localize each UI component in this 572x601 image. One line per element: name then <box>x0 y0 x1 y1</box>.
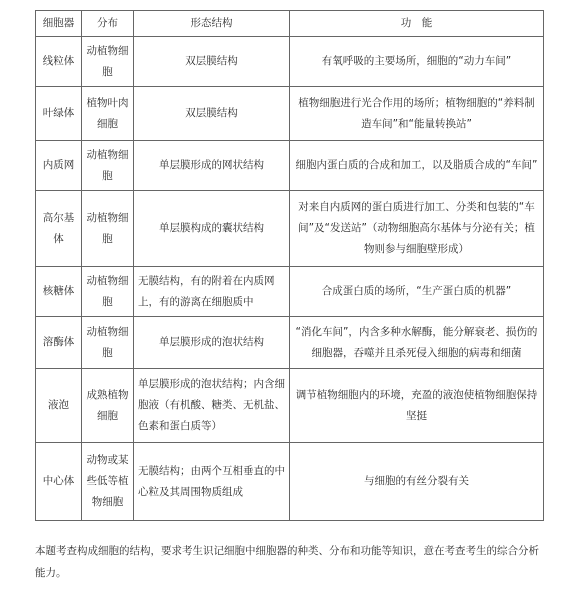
organelle-function: 对来自内质网的蛋白质进行加工、分类和包装的“车间”及“发送站”（动物细胞高尔基体与分泌有关；植物则参与细胞壁形成） <box>290 191 544 267</box>
header-organelle: 细胞器 <box>36 11 82 37</box>
organelle-name: 液泡 <box>36 369 82 443</box>
organelle-function: 与细胞的有丝分裂有关 <box>290 443 544 521</box>
organelle-structure: 无膜结构；由两个互相垂直的中心粒及其周围物质组成 <box>134 443 290 521</box>
organelle-function: 合成蛋白质的场所，“生产蛋白质的机器” <box>290 267 544 317</box>
header-structure: 形态结构 <box>134 11 290 37</box>
table-row <box>36 87 544 141</box>
organelle-name: 线粒体 <box>36 37 82 87</box>
organelle-distribution: 动植物细胞 <box>82 317 134 369</box>
organelle-name: 叶绿体 <box>36 87 82 141</box>
organelle-name: 中心体 <box>36 443 82 521</box>
organelle-function: 细胞内蛋白质的合成和加工，以及脂质合成的“车间” <box>290 141 544 191</box>
organelle-function: 有氧呼吸的主要场所，细胞的“动力车间” <box>290 37 544 87</box>
table-header-row <box>36 11 544 37</box>
header-function: 功 能 <box>290 11 544 37</box>
organelle-distribution: 动植物细胞 <box>82 267 134 317</box>
organelle-name: 高尔基体 <box>36 191 82 267</box>
organelle-distribution: 成熟植物细胞 <box>82 369 134 443</box>
table-row <box>36 37 544 87</box>
organelle-name: 溶酶体 <box>36 317 82 369</box>
table-row <box>36 443 544 521</box>
table-row <box>36 317 544 369</box>
analysis-summary: 本题考查构成细胞的结构，要求考生识记细胞中细胞器的种类、分布和功能等知识，意在考查考生的综合分析能力。 <box>35 545 539 579</box>
organelle-distribution: 动植物细胞 <box>82 191 134 267</box>
organelle-function: 植物细胞进行光合作用的场所；植物细胞的“养料制造车间”和“能量转换站” <box>290 87 544 141</box>
table-row <box>36 369 544 443</box>
organelle-structure: 无膜结构，有的附着在内质网上，有的游离在细胞质中 <box>134 267 290 317</box>
table-row <box>36 191 544 267</box>
organelle-name: 核糖体 <box>36 267 82 317</box>
organelle-function: “消化车间”，内含多种水解酶，能分解衰老、损伤的细胞器，吞噬并且杀死侵入细胞的病毒和细菌 <box>290 317 544 369</box>
organelle-table <box>35 10 544 521</box>
organelle-structure: 单层膜形成的泡状结构；内含细胞液（有机酸、糖类、无机盐、色素和蛋白质等） <box>134 369 290 443</box>
table-row <box>36 267 544 317</box>
organelle-structure: 双层膜结构 <box>134 37 290 87</box>
organelle-distribution: 动植物细胞 <box>82 37 134 87</box>
organelle-name: 内质网 <box>36 141 82 191</box>
organelle-function: 调节植物细胞内的环境，充盈的液泡使植物细胞保持坚挺 <box>290 369 544 443</box>
organelle-distribution: 植物叶肉细胞 <box>82 87 134 141</box>
table-row <box>36 141 544 191</box>
organelle-distribution: 动物或某些低等植物细胞 <box>82 443 134 521</box>
organelle-structure: 单层膜形成的泡状结构 <box>134 317 290 369</box>
header-distribution: 分布 <box>82 11 134 37</box>
organelle-structure: 单层膜形成的网状结构 <box>134 141 290 191</box>
organelle-structure: 双层膜结构 <box>134 87 290 141</box>
organelle-distribution: 动植物细胞 <box>82 141 134 191</box>
organelle-structure: 单层膜构成的囊状结构 <box>134 191 290 267</box>
